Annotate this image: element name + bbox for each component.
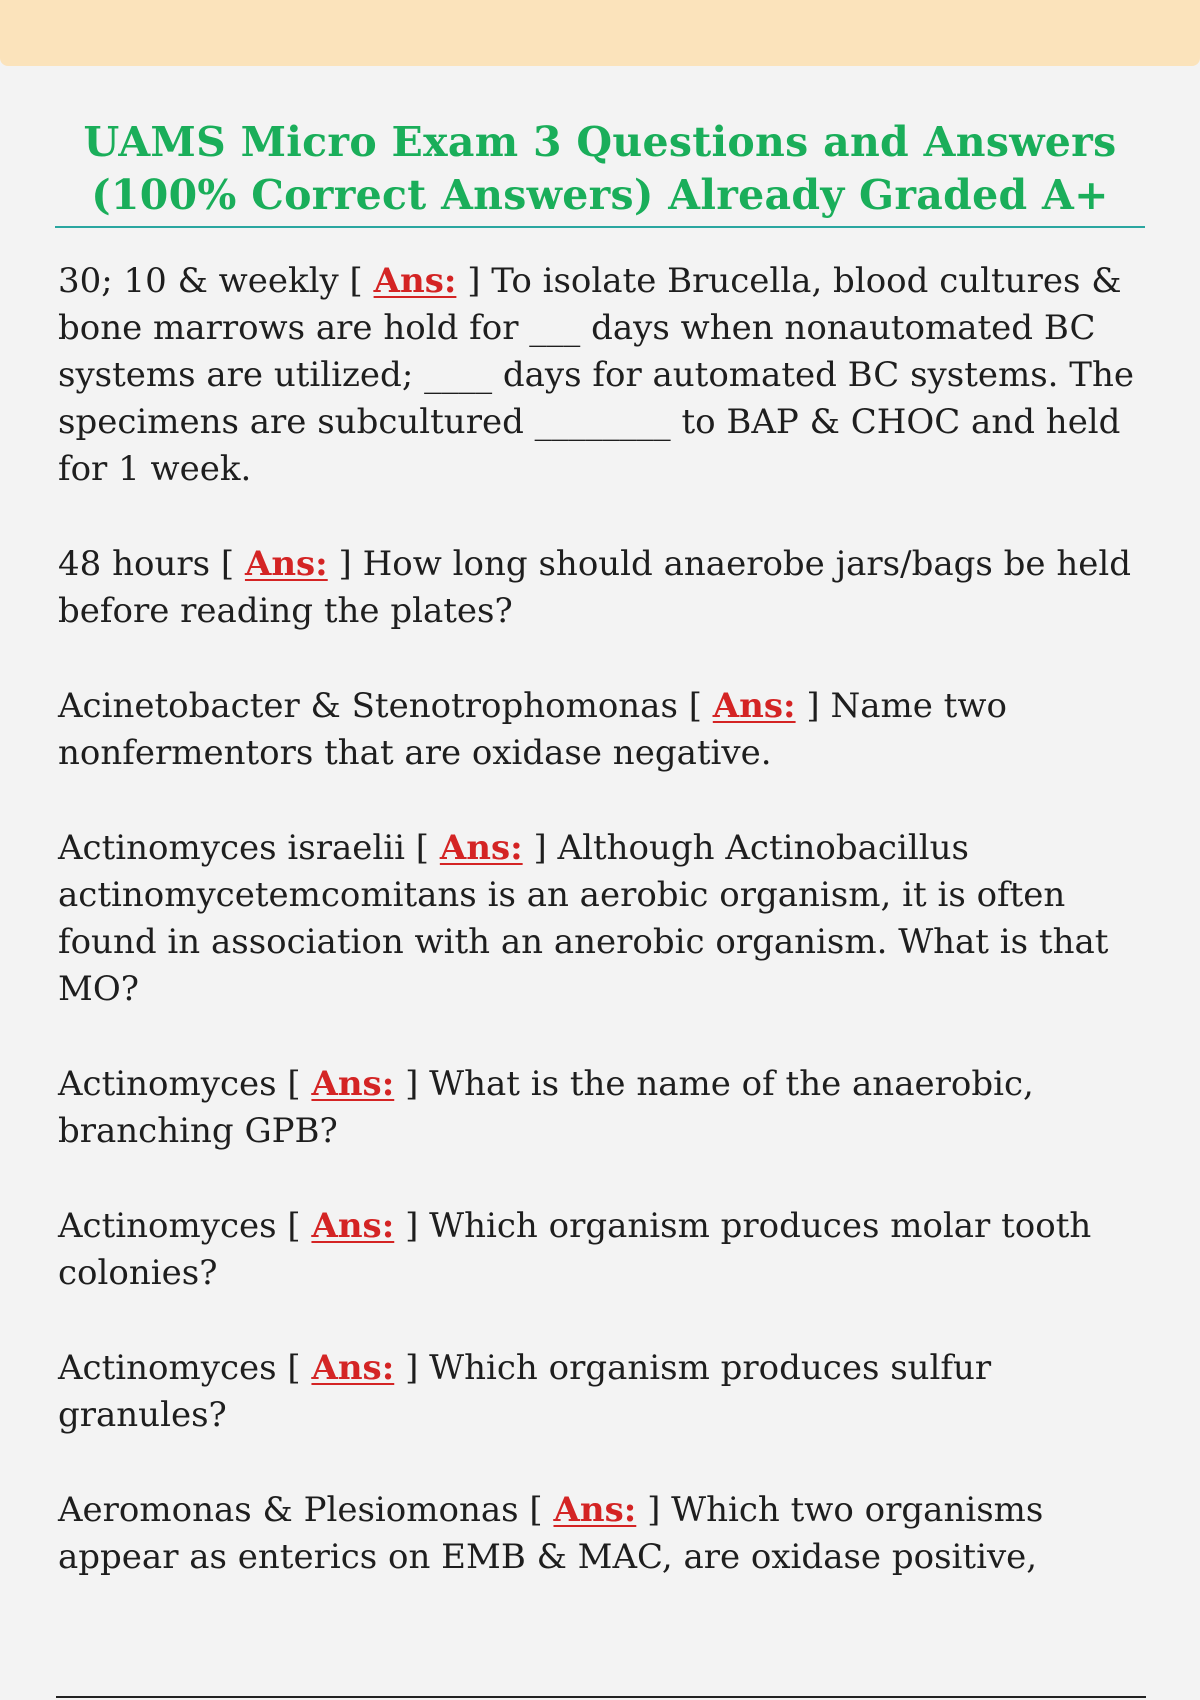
question-text: Which organism produces molar tooth colonies?: [58, 1206, 1092, 1293]
ans-label: Ans:: [244, 544, 328, 584]
answer-text: Aeromonas & Plesiomonas: [58, 1490, 519, 1530]
document-title: UAMS Micro Exam 3 Questions and Answers (100% Correct Answers) Already Graded A+: [83, 118, 1117, 219]
answer-text: Acinetobacter & Stenotrophomonas: [58, 686, 678, 726]
open-bracket: [: [415, 828, 430, 868]
answer-text: 48 hours: [58, 544, 211, 584]
question-text: To isolate Brucella, blood cultures & bone marrows are hold for ___ days when nonautomated BC systems are utilized; ____ days for automated BC systems. The specimens are subcultured ________ to BAP & CHOC and held for 1 week.: [58, 261, 1134, 489]
question-text: Which organism produces sulfur granules?: [58, 1348, 992, 1435]
qa-item-1: [58, 258, 1148, 493]
qa-item-7: [58, 1345, 1148, 1439]
ans-label: Ans:: [439, 828, 523, 868]
close-bracket: ]: [405, 1064, 419, 1104]
close-bracket: ]: [338, 544, 352, 584]
close-bracket: ]: [405, 1348, 419, 1388]
answer-text: Actinomyces: [58, 1206, 277, 1246]
qa-item-4: [58, 825, 1148, 1013]
open-bracket: [: [287, 1064, 301, 1104]
qa-list: [58, 258, 1148, 1629]
open-bracket: [: [220, 544, 235, 584]
close-bracket: ]: [533, 828, 547, 868]
qa-item-2: [58, 541, 1148, 635]
open-bracket: [: [688, 686, 702, 726]
close-bracket: ]: [467, 261, 481, 301]
question-text: Although Actinobacillus actinomycetemcomitans is an aerobic organism, it is often found in association with an anerobic organism. What is that MO?: [58, 828, 1109, 1009]
answer-text: Actinomyces israelii: [58, 828, 405, 868]
open-bracket: [: [529, 1490, 543, 1530]
close-bracket: ]: [405, 1206, 419, 1246]
qa-item-3: [58, 683, 1148, 777]
ans-label: Ans:: [311, 1064, 395, 1104]
qa-item-6: [58, 1203, 1148, 1297]
close-bracket: ]: [647, 1490, 661, 1530]
answer-text: Actinomyces: [58, 1064, 277, 1104]
ans-label: Ans:: [311, 1348, 395, 1388]
question-text: Name two nonfermentors that are oxidase negative.: [58, 686, 1007, 773]
ans-label: Ans:: [373, 261, 457, 301]
title-divider: [55, 226, 1145, 228]
ans-label: Ans:: [311, 1206, 395, 1246]
open-bracket: [: [287, 1348, 301, 1388]
open-bracket: [: [349, 261, 363, 301]
open-bracket: [: [287, 1206, 301, 1246]
qa-item-8: [58, 1487, 1148, 1581]
question-text: What is the name of the anaerobic, branching GPB?: [58, 1064, 1034, 1151]
question-text: How long should anaerobe jars/bags be held before reading the plates?: [58, 544, 1131, 631]
answer-text: Actinomyces: [58, 1348, 277, 1388]
answer-text: 30; 10 & weekly: [58, 261, 339, 301]
question-text: Which two organisms appear as enterics on EMB & MAC, are oxidase positive,: [58, 1490, 1044, 1577]
footer-divider: [56, 1696, 1146, 1698]
ans-label: Ans:: [712, 686, 796, 726]
ans-label: Ans:: [553, 1490, 637, 1530]
close-bracket: ]: [806, 686, 820, 726]
qa-item-5: [58, 1061, 1148, 1155]
top-banner: [0, 0, 1200, 66]
